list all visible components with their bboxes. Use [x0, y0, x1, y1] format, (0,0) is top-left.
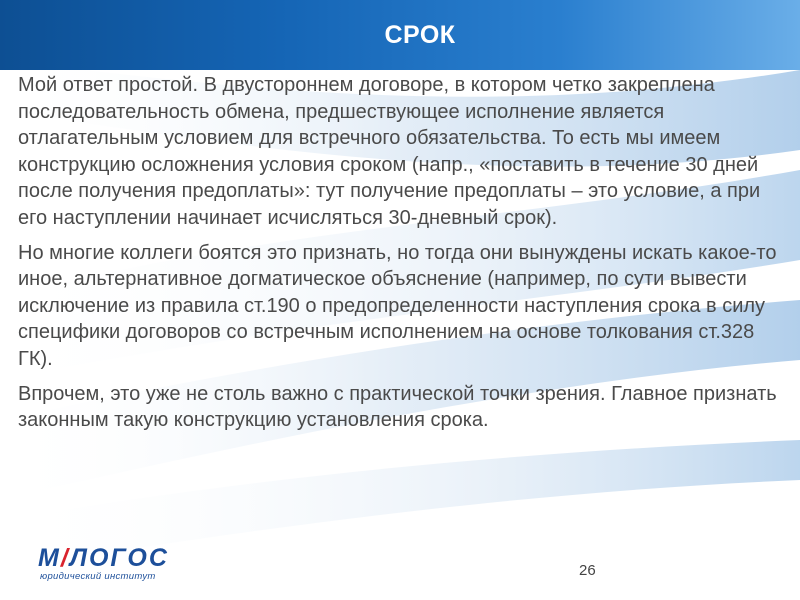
logo-letters-logos: ЛОГОС	[69, 544, 169, 572]
paragraph-1: Мой ответ простой. В двустороннем договоре, в котором четко закреплена последовательность обмена, предшествующее исполнение является отлагательным условием для встречного обязательства. То есть мы имеем конструкцию осложнения условия сроком (напр., «поставить в течение 30 дней после получения предоплаты»: тут получение предоплаты – это условие, а при его наступлении начинает исчисляться 30-дневный срок).	[18, 74, 761, 229]
logo-subtitle: юридический институт	[40, 571, 156, 582]
paragraph-3: Впрочем, это уже не столь важно с практической точки зрения. Главное признать законным такую конструкцию установления срока.	[18, 382, 777, 432]
logo-wordmark	[38, 545, 169, 571]
slide-body	[18, 72, 786, 442]
mlogos-logo	[38, 545, 169, 582]
page-number: 26	[579, 562, 596, 579]
logo-letter-m: М	[38, 544, 61, 572]
logo-accent-mark: /	[60, 544, 70, 572]
slide-title: СРОК	[384, 21, 456, 49]
paragraph-2: Но многие коллеги боятся это признать, но тогда они вынуждены искать какое-то иное, альтернативное догматическое объяснение (например, по сути вывести исключение из правила ст.190 о предопределенности наступления срока в силу специфики договоров со встречным исполнением на основе толкования ст.328 ГК).	[18, 241, 777, 370]
